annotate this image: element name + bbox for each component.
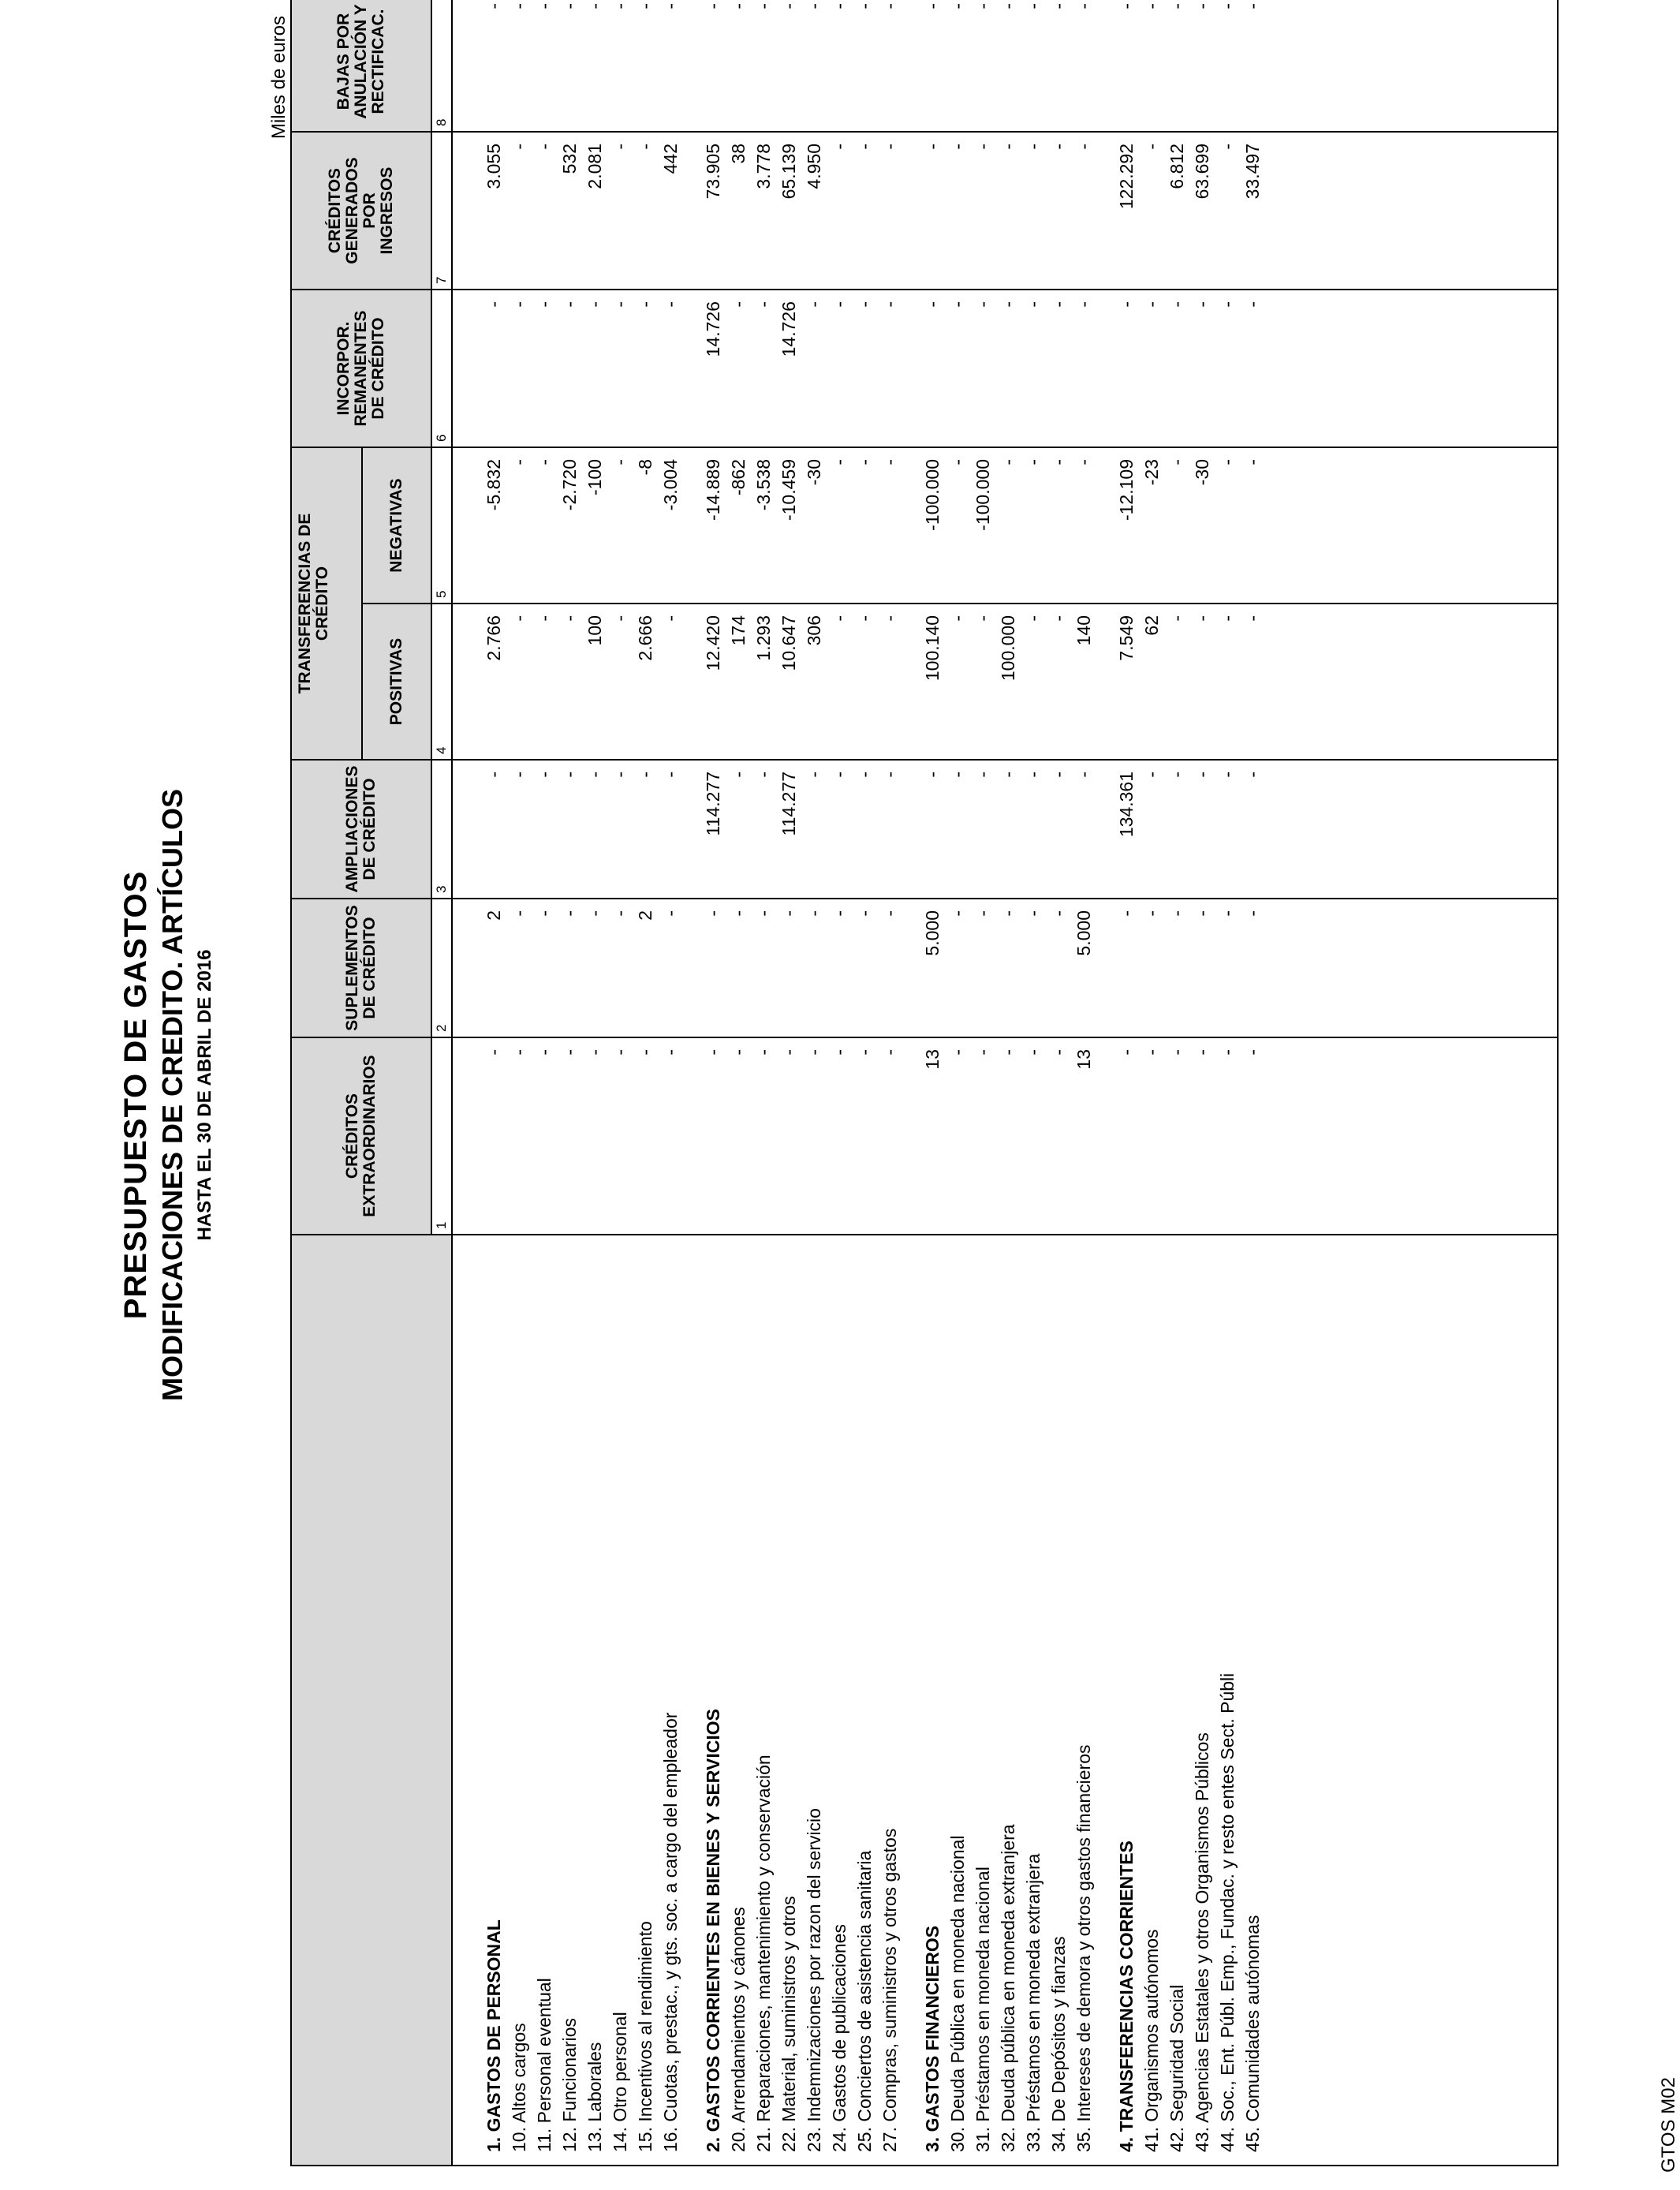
value-cell: - — [1141, 1049, 1162, 1056]
value-cell: - — [1242, 3, 1263, 9]
value-cell: - — [509, 3, 529, 9]
value-cell: - — [610, 301, 630, 308]
value-cell: - — [635, 301, 655, 308]
row-label: 43. Agencias Estatales y otros Organismos Públicos — [1192, 1732, 1212, 2152]
value-cell: - — [635, 3, 655, 9]
row-label: 24. Gastos de publicaciones — [829, 1924, 849, 2152]
value-cell: -30 — [1192, 459, 1212, 486]
header-suplementos: SUPLEMENTOS DE CRÉDITO — [292, 898, 432, 1037]
value-cell: - — [1048, 615, 1069, 622]
value-cell: - — [829, 459, 849, 465]
value-cell: - — [1073, 772, 1094, 778]
group-value-cell: 2.766 — [483, 615, 504, 661]
value-cell: - — [610, 144, 630, 150]
value-cell: 532 — [559, 144, 580, 174]
value-cell: - — [509, 910, 529, 917]
value-cell: - — [559, 3, 580, 9]
header-positivas: POSITIVAS — [363, 603, 432, 759]
value-cell: - — [559, 615, 580, 622]
value-cell: - — [1048, 144, 1069, 150]
group-value-cell: - — [922, 144, 943, 150]
value-cell: - — [1217, 615, 1238, 622]
value-cell: - — [1217, 1049, 1238, 1056]
value-cell: -3.538 — [753, 459, 774, 511]
value-cell: 174 — [728, 615, 749, 646]
value-cell: - — [1048, 910, 1069, 917]
value-cell: 38 — [728, 144, 749, 164]
value-cell: - — [660, 910, 681, 917]
value-cell: - — [879, 1049, 900, 1056]
value-cell: - — [1192, 772, 1212, 778]
value-cell: - — [1073, 144, 1094, 150]
value-cell: - — [1242, 1049, 1263, 1056]
value-cell: - — [804, 1049, 824, 1056]
group-value-cell: -12.109 — [1116, 459, 1137, 521]
row-label: 13. Laborales — [584, 2042, 605, 2152]
value-cell: 114.277 — [778, 772, 799, 836]
value-cell: - — [635, 1049, 655, 1056]
value-cell: - — [804, 3, 824, 9]
value-cell: - — [610, 1049, 630, 1056]
value-cell: - — [728, 772, 749, 778]
values-column-3 — [453, 759, 1557, 898]
group-value-cell: 114.277 — [703, 772, 723, 836]
row-label: 33. Préstamos en moneda extranjera — [1023, 1853, 1043, 2152]
value-cell: - — [829, 772, 849, 778]
value-cell: - — [753, 301, 774, 308]
value-cell: - — [998, 144, 1018, 150]
value-cell: - — [947, 459, 968, 465]
row-label: 20. Arrendamientos y cánones — [728, 1907, 749, 2152]
value-cell: 140 — [1073, 615, 1094, 646]
value-cell: - — [584, 1049, 605, 1056]
group-value-cell: 13 — [922, 1049, 943, 1070]
row-label: 23. Indemnizaciones por razon del servicio — [804, 1808, 824, 2152]
value-cell: - — [879, 301, 900, 308]
value-cell: - — [1141, 301, 1162, 308]
group-value-cell: 134.361 — [1116, 772, 1137, 838]
modifications-table — [290, 0, 1559, 2166]
group-value-cell: - — [703, 3, 723, 9]
value-cell: - — [854, 3, 875, 9]
row-label: 30. Deuda Pública en moneda nacional — [947, 1835, 968, 2152]
value-cell: - — [804, 772, 824, 778]
value-cell: - — [1023, 772, 1043, 778]
value-cell: - — [998, 910, 1018, 917]
value-cell: - — [998, 772, 1018, 778]
row-label: 35. Intereses de demora y otros gastos financieros — [1073, 1744, 1094, 2152]
value-cell: 2.081 — [584, 144, 605, 189]
value-cell: - — [854, 910, 875, 917]
value-cell: - — [635, 144, 655, 150]
value-cell: 13 — [1073, 1049, 1094, 1070]
value-cell: - — [1023, 301, 1043, 308]
row-label: 21. Reparaciones, mantenimiento y conservación — [753, 1755, 774, 2152]
value-cell: - — [1023, 1049, 1043, 1056]
value-cell: - — [1242, 459, 1263, 465]
value-cell: - — [1192, 1049, 1212, 1056]
value-cell: - — [1141, 910, 1162, 917]
value-cell: 442 — [660, 144, 681, 174]
value-cell: - — [1023, 459, 1043, 465]
group-value-cell: - — [703, 910, 723, 917]
value-cell: - — [534, 3, 554, 9]
value-cell: - — [1217, 910, 1238, 917]
value-cell: - — [635, 772, 655, 778]
value-cell: - — [610, 910, 630, 917]
group-value-cell: - — [922, 3, 943, 9]
values-column-1 — [453, 1037, 1557, 1234]
value-cell: - — [660, 3, 681, 9]
value-cell: - — [534, 301, 554, 308]
values-column-8 — [453, 0, 1557, 131]
value-cell: - — [1242, 615, 1263, 622]
value-cell: - — [778, 910, 799, 917]
values-column-2 — [453, 898, 1557, 1037]
value-cell: -3.004 — [660, 459, 681, 511]
column-number: 1 — [432, 1037, 453, 1234]
value-cell: 63.699 — [1192, 144, 1212, 200]
value-cell: - — [973, 301, 993, 308]
value-cell: - — [854, 615, 875, 622]
value-cell: 33.497 — [1242, 144, 1263, 200]
values-column-7 — [453, 131, 1557, 289]
value-cell: - — [1217, 459, 1238, 465]
column-number: 2 — [432, 898, 453, 1037]
value-cell: - — [879, 144, 900, 150]
value-cell: - — [973, 1049, 993, 1056]
value-cell: - — [728, 3, 749, 9]
group-value-cell: - — [1116, 1049, 1137, 1056]
value-cell: - — [1167, 615, 1187, 622]
value-cell: - — [998, 301, 1018, 308]
value-cell: - — [559, 772, 580, 778]
value-cell: - — [584, 910, 605, 917]
group-value-cell: - — [703, 1049, 723, 1056]
value-cell: - — [1048, 459, 1069, 465]
value-cell: 100 — [584, 615, 605, 646]
value-cell: - — [829, 3, 849, 9]
footer-code: GTOS M02 — [1658, 2077, 1679, 2173]
value-cell: - — [610, 459, 630, 465]
group-label: 2. GASTOS CORRIENTES EN BIENES Y SERVICIOS — [703, 1709, 723, 2152]
value-cell: - — [660, 301, 681, 308]
value-cell: - — [610, 615, 630, 622]
value-cell: - — [778, 3, 799, 9]
value-cell: - — [534, 772, 554, 778]
value-cell: - — [1141, 144, 1162, 150]
group-value-cell: 14.726 — [703, 301, 723, 357]
group-value-cell: - — [1116, 910, 1137, 917]
value-cell: - — [829, 144, 849, 150]
value-cell: 4.950 — [804, 144, 824, 189]
value-cell: 14.726 — [778, 301, 799, 357]
value-cell: -30 — [804, 459, 824, 486]
column-number: 6 — [432, 289, 453, 447]
header-incorpor-remanentes: INCORPOR. REMANENTES DE CRÉDITO — [292, 289, 432, 447]
report-title: PRESUPUESTO DE GASTOS — [118, 870, 153, 1320]
value-cell: -2.720 — [559, 459, 580, 511]
group-value-cell: 12.420 — [703, 615, 723, 671]
value-cell: - — [1217, 301, 1238, 308]
value-cell: - — [1192, 615, 1212, 622]
value-cell: - — [1073, 301, 1094, 308]
value-cell: - — [1242, 910, 1263, 917]
value-cell: - — [879, 910, 900, 917]
value-cell: - — [829, 615, 849, 622]
column-number: 5 — [432, 447, 453, 603]
value-cell: - — [1141, 3, 1162, 9]
value-cell: - — [660, 1049, 681, 1056]
group-value-cell: 73.905 — [703, 144, 723, 200]
value-cell: - — [584, 772, 605, 778]
column-number: 3 — [432, 759, 453, 898]
value-cell: - — [854, 1049, 875, 1056]
value-cell: - — [1192, 3, 1212, 9]
row-label: 16. Cuotas, prestac., y gts. soc. a cargo del empleador — [660, 1712, 681, 2152]
value-cell: - — [854, 144, 875, 150]
value-cell: - — [753, 772, 774, 778]
value-cell: - — [1167, 910, 1187, 917]
group-value-cell: 2 — [483, 910, 504, 921]
value-cell: - — [1167, 301, 1187, 308]
row-label: 22. Material, suministros y otros — [778, 1896, 799, 2152]
value-cell: - — [947, 910, 968, 917]
row-label: 31. Préstamos en moneda nacional — [973, 1867, 993, 2152]
value-cell: - — [998, 459, 1018, 465]
value-cell: - — [660, 615, 681, 622]
group-value-cell: - — [483, 3, 504, 9]
values-column-5 — [453, 447, 1557, 603]
value-cell: - — [947, 301, 968, 308]
value-cell: - — [534, 1049, 554, 1056]
value-cell: - — [1242, 301, 1263, 308]
group-value-cell: 100.140 — [922, 615, 943, 682]
value-cell: 62 — [1141, 615, 1162, 636]
value-cell: -100 — [584, 459, 605, 496]
value-cell: - — [1192, 301, 1212, 308]
row-label: 11. Personal eventual — [534, 1978, 554, 2152]
value-cell: - — [829, 910, 849, 917]
value-cell: - — [1048, 772, 1069, 778]
value-cell: - — [1073, 459, 1094, 465]
value-cell: - — [1048, 301, 1069, 308]
value-cell: 3.778 — [753, 144, 774, 189]
value-cell: - — [1023, 615, 1043, 622]
value-cell: 65.139 — [778, 144, 799, 200]
group-value-cell: - — [483, 301, 504, 308]
value-cell: - — [1048, 1049, 1069, 1056]
value-cell: - — [829, 1049, 849, 1056]
value-cell: - — [509, 301, 529, 308]
value-cell: - — [534, 459, 554, 465]
row-label: 27. Compras, suministros y otros gastos — [879, 1828, 900, 2152]
value-cell: - — [1192, 910, 1212, 917]
value-cell: -23 — [1141, 459, 1162, 486]
value-cell: -100.000 — [973, 459, 993, 531]
column-number: 4 — [432, 603, 453, 759]
value-cell: - — [947, 772, 968, 778]
value-cell: - — [584, 301, 605, 308]
value-cell: - — [1023, 910, 1043, 917]
report-subtitle: MODIFICACIONES DE CREDITO. ARTÍCULOS — [156, 788, 189, 1402]
header-bajas: BAJAS POR ANULACIÓN Y RECTIFICAC. — [292, 0, 432, 131]
value-cell: - — [879, 772, 900, 778]
value-cell: -862 — [728, 459, 749, 496]
row-label: 14. Otro personal — [610, 2012, 630, 2152]
value-cell: 2.666 — [635, 615, 655, 661]
value-cell: - — [1242, 772, 1263, 778]
value-cell: - — [1023, 3, 1043, 9]
value-cell: - — [610, 772, 630, 778]
value-cell: - — [509, 144, 529, 150]
value-cell: - — [973, 910, 993, 917]
value-cell: - — [1141, 772, 1162, 778]
value-cell: 5.000 — [1073, 910, 1094, 956]
value-cell: - — [879, 459, 900, 465]
value-cell: - — [1217, 144, 1238, 150]
column-number: 8 — [432, 0, 453, 131]
value-cell: 306 — [804, 615, 824, 646]
value-cell: 6.812 — [1167, 144, 1187, 189]
group-value-cell: 3.055 — [483, 144, 504, 189]
group-value-cell: - — [922, 301, 943, 308]
group-value-cell: - — [1116, 301, 1137, 308]
header-creditos-extraordinarios: CRÉDITOS EXTRAORDINARIOS — [292, 1037, 432, 1234]
value-cell: - — [509, 615, 529, 622]
units-label: Miles de euros — [268, 16, 289, 140]
value-cell: 2 — [635, 910, 655, 921]
value-cell: - — [509, 459, 529, 465]
value-cell: - — [879, 615, 900, 622]
group-value-cell: - — [1116, 3, 1137, 9]
row-labels-column — [453, 1234, 1557, 2165]
value-cell: - — [973, 144, 993, 150]
header-negativas: NEGATIVAS — [363, 447, 432, 603]
value-cell: - — [947, 3, 968, 9]
header-transferencias: TRANSFERENCIAS DE CRÉDITO — [292, 447, 363, 759]
value-cell: -8 — [635, 459, 655, 476]
value-cell: - — [584, 3, 605, 9]
value-cell: - — [534, 144, 554, 150]
value-cell: - — [854, 772, 875, 778]
group-value-cell: -5.832 — [483, 459, 504, 511]
value-cell: - — [973, 772, 993, 778]
value-cell: - — [947, 615, 968, 622]
value-cell: - — [879, 3, 900, 9]
value-cell: - — [947, 144, 968, 150]
group-value-cell: -100.000 — [922, 459, 943, 531]
value-cell: - — [778, 1049, 799, 1056]
value-cell: - — [728, 910, 749, 917]
value-cell: - — [534, 910, 554, 917]
value-cell: 10.647 — [778, 615, 799, 671]
group-label: 1. GASTOS DE PERSONAL — [483, 1919, 504, 2152]
value-cell: - — [1167, 1049, 1187, 1056]
header-creditos-generados: CRÉDITOS GENERADOS POR INGRESOS — [292, 131, 432, 289]
header-ampliaciones: AMPLIACIONES DE CRÉDITO — [292, 759, 432, 898]
group-value-cell: 7.549 — [1116, 615, 1137, 661]
value-cell: - — [660, 772, 681, 778]
group-value-cell: 122.292 — [1116, 144, 1137, 210]
value-cell: - — [753, 3, 774, 9]
row-label: 41. Organismos autónomos — [1141, 1929, 1162, 2152]
value-cell: - — [1217, 772, 1238, 778]
group-value-cell: - — [483, 1049, 504, 1056]
value-cell: -10.459 — [778, 459, 799, 521]
value-cell: - — [829, 301, 849, 308]
row-label: 12. Funcionarios — [559, 2017, 580, 2152]
values-column-4 — [453, 603, 1557, 759]
group-value-cell: 5.000 — [922, 910, 943, 956]
row-label: 32. Deuda pública en moneda extranjera — [998, 1824, 1018, 2152]
value-cell: - — [559, 1049, 580, 1056]
value-cell: - — [1167, 459, 1187, 465]
values-column-6 — [453, 289, 1557, 447]
value-cell: - — [998, 3, 1018, 9]
value-cell: - — [728, 301, 749, 308]
value-cell: - — [1023, 144, 1043, 150]
value-cell: - — [534, 615, 554, 622]
row-label: 15. Incentivos al rendimiento — [635, 1921, 655, 2152]
row-label: 25. Conciertos de asistencia sanitaria — [854, 1850, 875, 2152]
report-date: HASTA EL 30 DE ABRIL DE 2016 — [194, 949, 215, 1241]
value-cell: - — [1073, 3, 1094, 9]
row-label: 34. De Depósitos y fianzas — [1048, 1936, 1069, 2152]
column-number: 7 — [432, 131, 453, 289]
row-label: 45. Comunidades autónomas — [1242, 1915, 1263, 2152]
value-cell: - — [509, 772, 529, 778]
value-cell: - — [1167, 772, 1187, 778]
row-label: 10. Altos cargos — [509, 2023, 529, 2152]
value-cell: - — [1048, 3, 1069, 9]
value-cell: - — [973, 615, 993, 622]
group-label: 4. TRANSFERENCIAS CORRIENTES — [1116, 1841, 1137, 2152]
row-label: 44. Soc., Ent. Públ. Emp., Fundac. y resto entes Sect. Públi — [1217, 1672, 1238, 2152]
value-cell: - — [804, 910, 824, 917]
value-cell: - — [947, 1049, 968, 1056]
value-cell: - — [973, 3, 993, 9]
group-value-cell: - — [922, 772, 943, 778]
group-value-cell: - — [483, 772, 504, 778]
value-cell: 100.000 — [998, 615, 1018, 682]
value-cell: - — [559, 910, 580, 917]
row-label: 42. Seguridad Social — [1167, 1984, 1187, 2152]
row-label-header — [292, 1234, 453, 2165]
value-cell: - — [1217, 3, 1238, 9]
value-cell: - — [753, 1049, 774, 1056]
value-cell: - — [854, 301, 875, 308]
value-cell: - — [728, 1049, 749, 1056]
value-cell: - — [509, 1049, 529, 1056]
value-cell: - — [854, 459, 875, 465]
group-value-cell: -14.889 — [703, 459, 723, 521]
value-cell: - — [804, 301, 824, 308]
value-cell: - — [998, 1049, 1018, 1056]
value-cell: - — [753, 910, 774, 917]
group-label: 3. GASTOS FINANCIEROS — [922, 1925, 943, 2152]
value-cell: - — [559, 301, 580, 308]
value-cell: 1.293 — [753, 615, 774, 661]
value-cell: - — [610, 3, 630, 9]
value-cell: - — [1167, 3, 1187, 9]
